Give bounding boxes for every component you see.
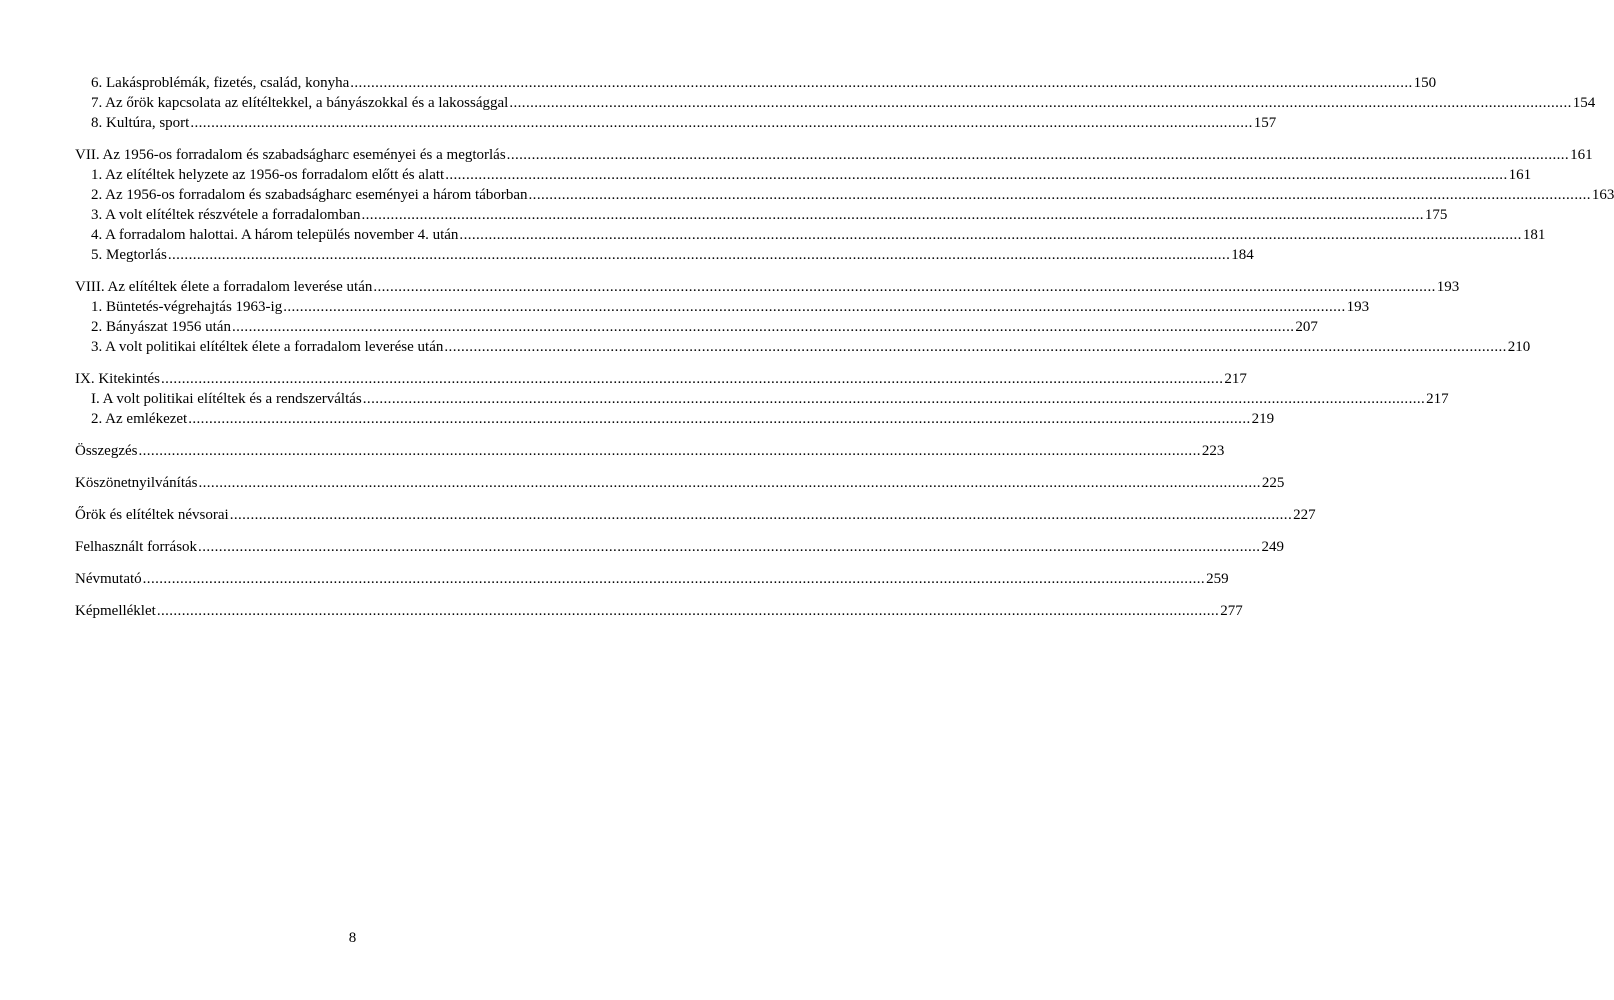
toc-entry[interactable] [75,113,1277,133]
toc-chapter-page: 161 [1570,147,1593,163]
toc-entry-title: I. A volt politikai elítéltek és a rendszerváltás [91,391,362,407]
toc-chapter[interactable] [75,601,1243,621]
toc-entry-title: 4. A forradalom halottai. A három település november 4. után [91,227,459,243]
spacer [75,557,623,569]
dot-leader [157,601,1219,621]
toc-chapter-title: Összegzés [75,443,138,459]
toc-chapter-page: 217 [1224,371,1247,387]
toc-chapter-page: 223 [1201,443,1225,459]
dot-leader [445,165,1507,185]
dot-leader [190,113,1252,133]
dot-leader [138,441,1200,461]
dot-leader [459,225,1521,245]
dot-leader [509,93,1571,113]
dot-leader [198,537,1260,557]
dot-leader [507,145,1569,165]
dot-leader [373,277,1435,297]
toc-entry[interactable] [75,409,1275,429]
dot-leader [350,73,1412,93]
toc-chapter[interactable] [75,569,1229,589]
toc-entry[interactable] [75,297,1370,317]
toc-entry-page: 163 [1591,187,1614,203]
toc-chapter-page: 225 [1261,475,1285,491]
toc-entry-title: 5. Megtorlás [91,247,167,263]
toc-chapter-title: VIII. Az elítéltek élete a forradalom leverése után [75,279,373,295]
toc-entry-page: 150 [1413,75,1437,91]
spacer [75,525,623,537]
toc-entry[interactable] [75,317,1318,337]
toc-chapter-title: VII. Az 1956-os forradalom és szabadságharc eseményei és a megtorlás [75,147,506,163]
toc-entry-page: 161 [1508,167,1532,183]
toc-entry[interactable] [75,165,1532,185]
dot-leader [529,185,1591,205]
toc-entry-page: 154 [1572,95,1596,111]
toc-entry-page: 175 [1424,207,1448,223]
toc-chapter[interactable] [75,441,1225,461]
toc-entry-title: 2. Bányászat 1956 után [91,319,231,335]
toc-entry-title: 1. Büntetés-végrehajtás 1963-ig [91,299,283,315]
toc-chapter[interactable] [75,505,1316,525]
toc-chapter-title: Képmelléklet [75,603,156,619]
toc-chapter-title: Felhasznált források [75,539,198,555]
spacer [75,493,623,505]
spacer [75,589,623,601]
dot-leader [161,369,1223,389]
toc-entry[interactable] [75,225,1546,245]
toc-entry-title: 1. Az elítéltek helyzete az 1956-os forradalom előtt és alatt [91,167,445,183]
toc-chapter[interactable] [75,473,1285,493]
toc-entry-page: 184 [1231,247,1254,263]
toc-entry[interactable] [75,245,1254,265]
toc-chapter[interactable] [75,537,1284,557]
toc-chapter[interactable] [75,145,1593,165]
dot-leader [188,409,1250,429]
dot-leader [444,337,1506,357]
toc-entry-title: 6. Lakásproblémák, fizetés, család, konyha [91,75,350,91]
toc-entry[interactable] [75,389,1449,409]
toc-entry-page: 219 [1251,411,1275,427]
toc-entry[interactable] [75,93,1596,113]
toc-entry[interactable] [75,73,1437,93]
toc-chapter-title: Névmutató [75,571,142,587]
toc-entry-title: 2. Az emlékezet [91,411,188,427]
toc-chapter-page: 193 [1436,279,1460,295]
spacer [75,265,623,277]
page-number: 8 [348,930,357,946]
toc-chapter-page: 277 [1220,603,1243,619]
toc-chapter-page: 227 [1293,507,1316,523]
toc-entry-title: 3. A volt elítéltek részvétele a forradalomban [91,207,361,223]
toc-entry-page: 207 [1295,319,1318,335]
toc-entry[interactable] [75,185,1614,205]
dot-leader [230,505,1292,525]
spacer [75,357,623,369]
dot-leader [363,389,1425,409]
toc-entry-title: 8. Kultúra, sport [91,115,190,131]
toc-entry-page: 157 [1253,115,1277,131]
toc-chapter-title: IX. Kitekintés [75,371,160,387]
toc-entry-page: 217 [1426,391,1449,407]
dot-leader [143,569,1205,589]
toc-entry-title: 3. A volt politikai elítéltek élete a forradalom leverése után [91,339,444,355]
toc-entry-title: 7. Az őrök kapcsolata az elítéltekkel, a bányászokkal és a lakossággal [91,95,509,111]
spacer [75,461,623,473]
dot-leader [168,245,1230,265]
toc-entry-title: 2. Az 1956-os forradalom és szabadságharc eseményei a három táborban [91,187,528,203]
toc-entry[interactable] [75,337,1531,357]
toc-chapter-title: Őrök és elítéltek névsorai [75,507,229,523]
toc-chapter-page: 249 [1261,539,1284,555]
dot-leader [198,473,1260,493]
spacer [75,133,623,145]
toc-entry[interactable] [75,205,1448,225]
table-of-contents [75,73,1614,621]
toc-entry-page: 193 [1346,299,1370,315]
spacer [75,429,623,441]
dot-leader [361,205,1423,225]
toc-entry-page: 210 [1507,339,1531,355]
toc-chapter[interactable] [75,277,1460,297]
toc-chapter-page: 259 [1206,571,1229,587]
toc-chapter[interactable] [75,369,1247,389]
toc-entry-page: 181 [1522,227,1546,243]
dot-leader [232,317,1294,337]
toc-chapter-title: Köszönetnyilvánítás [75,475,198,491]
dot-leader [283,297,1345,317]
